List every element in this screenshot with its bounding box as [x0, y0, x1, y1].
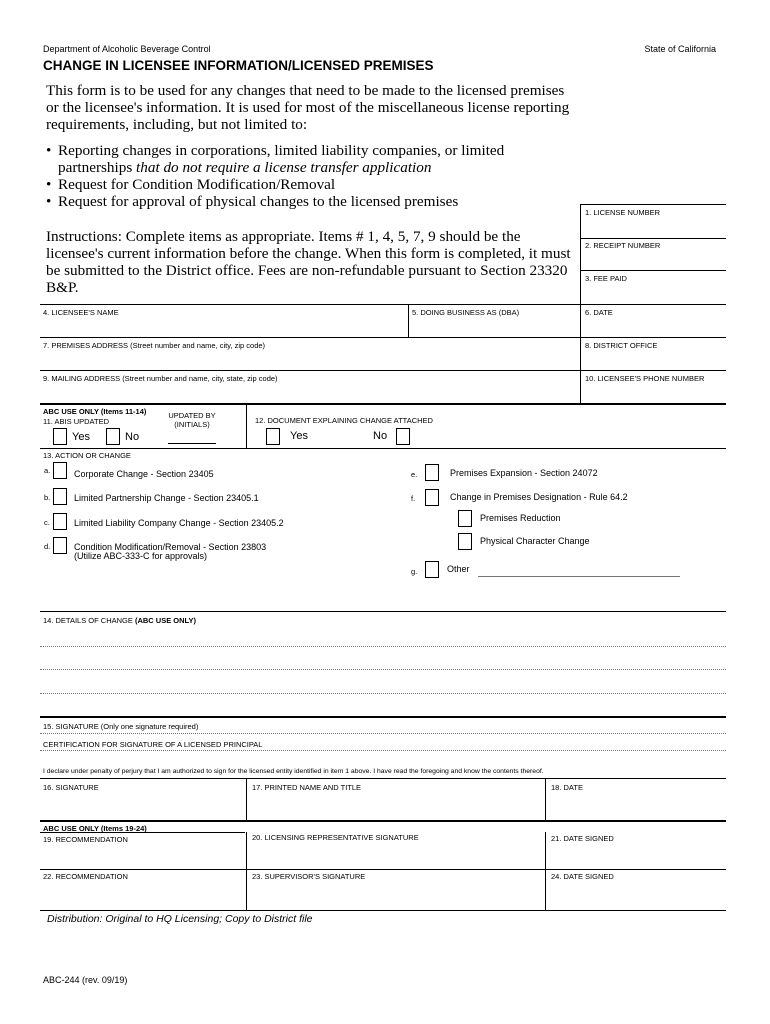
condition-mod-label: Condition Modification/Removal - Section 23803 — [74, 542, 267, 552]
condition-mod-note: (Utilize ABC-333-C for approvals) — [74, 551, 208, 561]
mailing-address-field[interactable] — [42, 384, 578, 402]
other-field[interactable] — [478, 562, 680, 575]
distribution-note: Distribution: Original to HQ Licensing; Copy to District file — [47, 913, 313, 925]
other-label: Other — [447, 564, 470, 574]
license-number-label: 1. LICENSE NUMBER — [585, 208, 661, 217]
form-title: CHANGE IN LICENSEE INFORMATION/LICENSED PREMISES — [43, 58, 434, 73]
printed-name-label: 17. PRINTED NAME AND TITLE — [252, 783, 362, 792]
licensee-name-field[interactable] — [42, 318, 406, 336]
intro-paragraph: This form is to be used for any changes that need to be made to the licensed premises or the licensee's information. It is used for most of the miscellaneous license reporting requirements, including, but not limited to: — [46, 82, 570, 133]
premises-address-field[interactable] — [42, 351, 578, 369]
letter-a: a. — [44, 466, 51, 475]
date-label: 6. DATE — [585, 308, 613, 317]
license-number-field[interactable] — [582, 219, 724, 238]
date-signed-24-field[interactable] — [547, 883, 724, 909]
signature-16-label: 16. SIGNATURE — [43, 783, 99, 792]
doc-yes-label: Yes — [290, 430, 308, 442]
updated-by-field[interactable] — [168, 430, 216, 442]
form-id: ABC-244 (rev. 09/19) — [43, 975, 128, 985]
doc-attached-label: 12. DOCUMENT EXPLAINING CHANGE ATTACHED — [255, 416, 433, 425]
recommendation-19-label: 19. RECOMMENDATION — [43, 835, 128, 844]
recommendation-22-label: 22. RECOMMENDATION — [43, 872, 128, 881]
bullet-item: • Request for Condition Modification/Removal — [44, 176, 574, 193]
phone-field[interactable] — [582, 384, 724, 402]
dba-label: 5. DOING BUSINESS AS (DBA) — [412, 308, 520, 317]
rep-signature-field[interactable] — [248, 844, 543, 868]
corporate-change-checkbox[interactable] — [53, 462, 67, 479]
abis-no-checkbox[interactable] — [106, 428, 120, 445]
district-office-field[interactable] — [582, 351, 724, 369]
abc-use-title: ABC USE ONLY (Items 11-14) — [43, 407, 147, 416]
premises-reduction-checkbox[interactable] — [458, 510, 472, 527]
premises-expansion-checkbox[interactable] — [425, 464, 439, 481]
doc-yes-checkbox[interactable] — [266, 428, 280, 445]
certification-label: CERTIFICATION FOR SIGNATURE OF A LICENSED PRINCIPAL — [43, 740, 263, 749]
mailing-address-label: 9. MAILING ADDRESS (Street number and name, city, state, zip code) — [43, 374, 278, 383]
instructions: Instructions: Complete items as appropriate. Items # 1, 4, 5, 7, 9 should be the licensee's current information before the change. When this form is completed, it must be submitted to the District office. Fees are non-refundable pursuant to Section 23320 B&P. — [46, 228, 571, 296]
action-title: 13. ACTION OR CHANGE — [43, 451, 131, 460]
signature-field[interactable] — [42, 794, 244, 818]
rep-signature-label: 20. LICENSING REPRESENTATIVE SIGNATURE — [252, 833, 419, 842]
updated-by-label: UPDATED BY (INITIALS) — [168, 411, 216, 429]
dba-field[interactable] — [410, 318, 578, 336]
recommendation-22-field[interactable] — [42, 883, 244, 909]
fee-paid-field[interactable] — [582, 285, 724, 303]
doc-no-checkbox[interactable] — [396, 428, 410, 445]
date-signed-24-label: 24. DATE SIGNED — [551, 872, 614, 881]
supervisor-signature-field[interactable] — [248, 883, 543, 909]
abis-no-label: No — [125, 431, 140, 443]
abis-updated-label: 11. ABIS UPDATED — [43, 417, 109, 426]
letter-g: g. — [411, 567, 418, 576]
supervisor-signature-label: 23. SUPERVISOR'S SIGNATURE — [252, 872, 366, 881]
abc-bottom-title: ABC USE ONLY (Items 19-24) — [43, 824, 147, 833]
department-name: Department of Alcoholic Beverage Control — [43, 44, 211, 54]
signature-section-label: 15. SIGNATURE (Only one signature required) — [43, 722, 199, 731]
corporate-change-label: Corporate Change - Section 23405 — [74, 469, 214, 479]
letter-b: b. — [44, 493, 51, 502]
recommendation-19-field[interactable] — [42, 846, 244, 868]
letter-e: e. — [411, 470, 418, 479]
signature-date-field[interactable] — [547, 794, 724, 818]
llc-change-label: Limited Liability Company Change - Section 23405.2 — [74, 518, 284, 528]
condition-mod-checkbox[interactable] — [53, 537, 67, 554]
receipt-number-label: 2. RECEIPT NUMBER — [585, 241, 661, 250]
state-name: State of California — [644, 44, 716, 54]
licensee-name-label: 4. LICENSEE'S NAME — [43, 308, 119, 317]
lp-change-checkbox[interactable] — [53, 488, 67, 505]
bullet-item: • Request for approval of physical changes to the licensed premises — [44, 193, 574, 210]
premises-designation-label: Change in Premises Designation - Rule 64.2 — [450, 492, 628, 502]
letter-f: f. — [411, 494, 416, 503]
lp-change-label: Limited Partnership Change - Section 23405.1 — [74, 493, 259, 503]
printed-name-field[interactable] — [248, 794, 543, 818]
physical-change-label: Physical Character Change — [480, 536, 590, 546]
premises-designation-checkbox[interactable] — [425, 489, 439, 506]
premises-reduction-label: Premises Reduction — [480, 513, 561, 523]
physical-change-checkbox[interactable] — [458, 533, 472, 550]
letter-d: d. — [44, 542, 51, 551]
details-label: 14. DETAILS OF CHANGE (ABC USE ONLY) — [43, 616, 196, 625]
signature-date-label: 18. DATE — [551, 783, 583, 792]
abis-yes-checkbox[interactable] — [53, 428, 67, 445]
llc-change-checkbox[interactable] — [53, 513, 67, 530]
receipt-number-field[interactable] — [582, 252, 724, 270]
abis-yes-label: Yes — [72, 431, 90, 443]
bullet-item: • Reporting changes in corporations, limited liability companies, or limited partnerships that do not require a license transfer application — [44, 142, 574, 176]
details-field[interactable] — [42, 627, 724, 715]
date-field[interactable] — [582, 318, 724, 336]
declaration: I declare under penalty of perjury that I am authorized to sign for the licensed entity identified in item 1 above. I have read the foregoing and know the contents thereof. — [43, 768, 544, 775]
intro-bullets — [44, 142, 574, 210]
premises-address-label: 7. PREMISES ADDRESS (Street number and name, city, zip code) — [43, 341, 266, 350]
fee-paid-label: 3. FEE PAID — [585, 274, 627, 283]
date-signed-21-field[interactable] — [547, 845, 724, 868]
district-office-label: 8. DISTRICT OFFICE — [585, 341, 658, 350]
phone-label: 10. LICENSEE'S PHONE NUMBER — [585, 374, 705, 383]
letter-c: c. — [44, 518, 50, 527]
date-signed-21-label: 21. DATE SIGNED — [551, 834, 614, 843]
doc-no-label: No — [373, 430, 388, 442]
premises-expansion-label: Premises Expansion - Section 24072 — [450, 468, 598, 478]
other-checkbox[interactable] — [425, 561, 439, 578]
